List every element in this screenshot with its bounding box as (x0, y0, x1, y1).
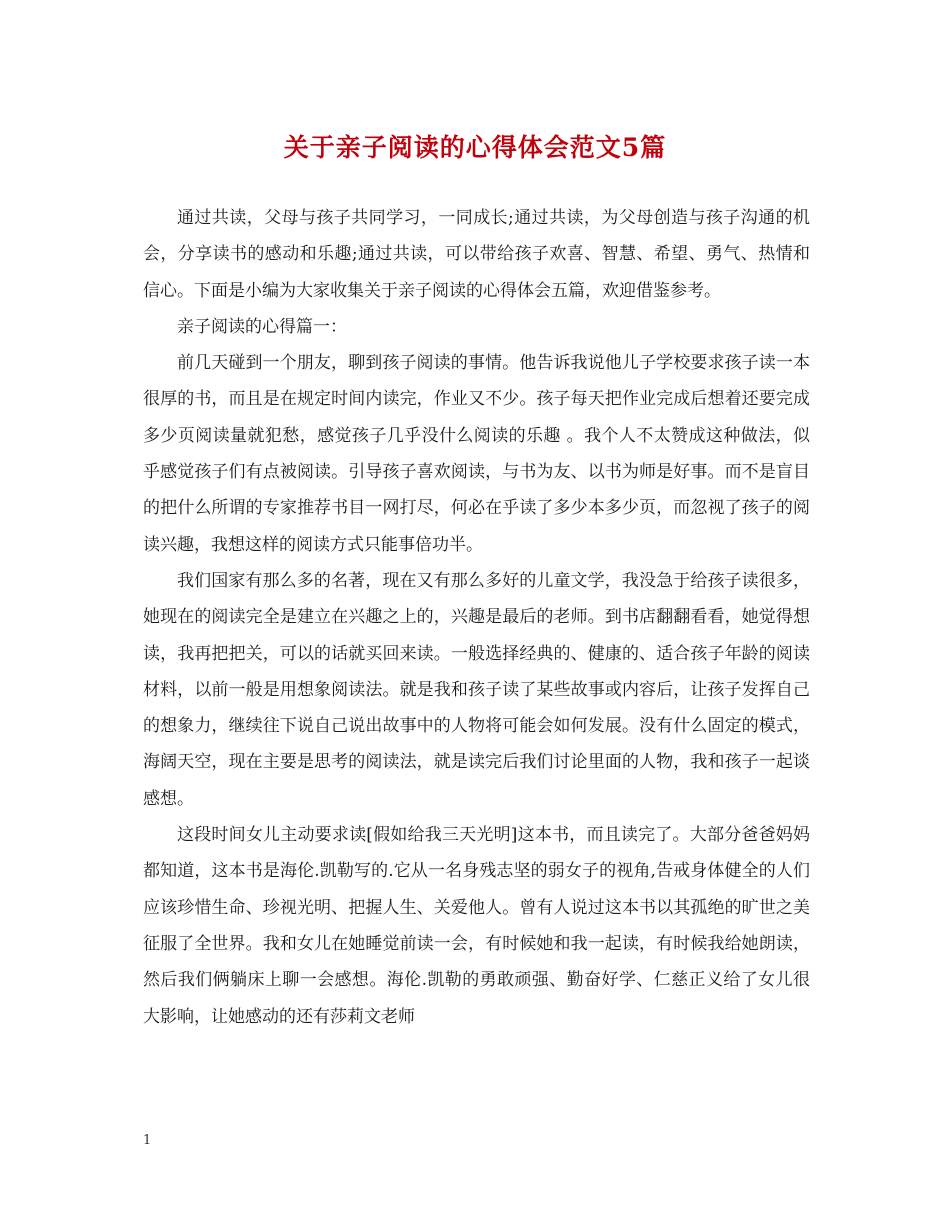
body-paragraph: 前几天碰到一个朋友，聊到孩子阅读的事情。他告诉我说他儿子学校要求孩子读一本很厚的书，而且是在规定时间内读完，作业又不少。孩子每天把作业完成后想着还要完成多少页阅读量就犯愁，感觉孩子几乎没什么阅读的乐趣 。我个人不太赞成这种做法，似乎感觉孩子们有点被阅读。引导孩子喜欢阅读，与书为友、以书为师是好事。而不是盲目的把什么所谓的专家推荐书目一网打尽，何必在乎读了多少本多少页，而忽视了孩子的阅读兴趣，我想这样的阅读方式只能事倍功半。 (143, 353, 810, 555)
intro-paragraph: 通过共读，父母与孩子共同学习，一同成长;通过共读，为父母创造与孩子沟通的机会，分享读书的感动和乐趣;通过共读，可以带给孩子欢喜、智慧、希望、勇气、热情和信心。下面是小编为大家收集关于亲子阅读的心得体会五篇，欢迎借鉴参考。 (143, 208, 810, 301)
body-paragraph: 这段时间女儿主动要求读[假如给我三天光明]这本书，而且读完了。大部分爸爸妈妈都知道，这本书是海伦.凯勒写的.它从一名身残志坚的弱女子的视角,告戒身体健全的人们应该珍惜生命、珍视光明、把握人生、关爱他人。曾有人说过这本书以其孤绝的旷世之美征服了全世界。我和女儿在她睡觉前读一会，有时候她和我一起读，有时候我给她朗读，然后我们俩躺床上聊一会感想。海伦.凯勒的勇敢顽强、勤奋好学、仁慈正义给了女儿很大影响，让她感动的还有莎莉文老师 (143, 825, 810, 1027)
page-number: 1 (143, 1133, 152, 1148)
section-heading: 亲子阅读的心得篇一： (177, 316, 347, 337)
body-paragraph: 我们国家有那么多的名著，现在又有那么多好的儿童文学，我没急于给孩子读很多，她现在的阅读完全是建立在兴趣之上的，兴趣是最后的老师。到书店翻翻看看，她觉得想读，我再把把关，可以的话就买回来读。一般选择经典的、健康的、适合孩子年龄的阅读材料，以前一般是用想象阅读法。就是我和孩子读了某些故事或内容后，让孩子发挥自己的想象力，继续往下说自己说出故事中的人物将可能会如何发展。没有什么固定的模式，海阔天空，现在主要是思考的阅读法，就是读完后我们讨论里面的人物，我和孩子一起谈感想。 (143, 570, 810, 809)
document-body (143, 200, 810, 1035)
page-title: 关于亲子阅读的心得体会范文5篇 (283, 133, 667, 162)
